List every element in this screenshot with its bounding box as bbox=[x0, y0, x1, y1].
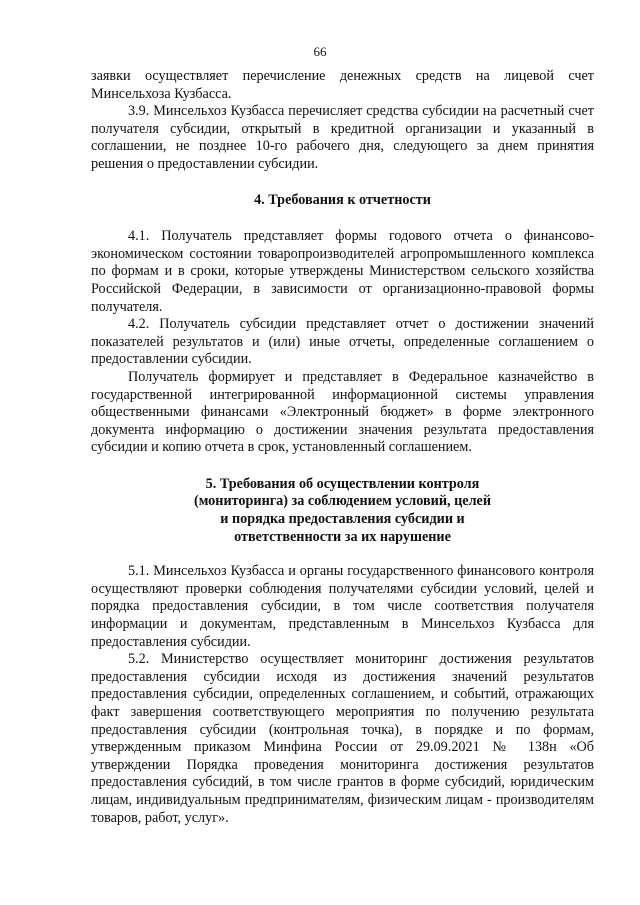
section-5-title-line: (мониторинга) за соблюдением условий, целей bbox=[193, 493, 492, 510]
page-number: 66 bbox=[313, 44, 327, 59]
section-5-title-line: ответственности за их нарушение bbox=[234, 528, 451, 545]
paragraph-3-9: 3.9. Минсельхоз Кузбасса перечисляет средства субсидии на расчетный счет получателя субсидии, открытый в кредитной организации и указанный в соглашении, не позднее 10-го рабочего дня, следующего за днем принятия решения о предоставлении субсидии. bbox=[91, 103, 594, 172]
paragraph-4-1: 4.1. Получатель представляет формы годового отчета о финансово-экономическом состоянии товаропроизводителей агропромышленного комплекса по формам и в сроки, которые утверждены Министерством сельского хозяйства Российской Федерации, в зависимости от организационно-правовой формы получателя. bbox=[91, 228, 594, 315]
paragraph-5-1: 5.1. Минсельхоз Кузбасса и органы государственного финансового контроля осуществляют проверки соблюдения получателями субсидии условий, целей и порядка предоставления субсидии, в том числе соответствия получателя информации и документам, представленным в Минсельхоз Кузбасса для предоставления субсидии. bbox=[91, 563, 594, 650]
paragraph-4-2: 4.2. Получатель субсидии представляет отчет о достижении значений показателей результатов и (или) иные отчеты, определенные соглашением о предоставлении субсидии. bbox=[91, 316, 594, 368]
section-5-title bbox=[91, 476, 594, 546]
section-5-title-line: 5. Требования об осуществлении контроля bbox=[205, 475, 480, 492]
paragraph-continuation: заявки осуществляет перечисление денежных средств на лицевой счет Минсельхоза Кузбасса. bbox=[91, 68, 594, 102]
section-4-title: 4. Требования к отчетности bbox=[254, 191, 431, 208]
paragraph-5-2: 5.2. Министерство осуществляет мониторинг достижения результатов предоставления субсидии исходя из достижения значений результатов предоставления субсидии, определенных соглашением, и событий, отражающих факт завершения соответствующего мероприятия по получению результата предоставления субсидии (контрольная точка), в порядке и по формам, утвержденным приказом Минфина России от 29.09.2021 № 138н «Об утверждении Порядка проведения мониторинга достижения результатов предоставления субсидий, в том числе грантов в форме субсидий, юридическим лицам, индивидуальным предпринимателям, физическим лицам - производителям товаров, работ, услуг». bbox=[91, 651, 594, 826]
section-5-title-line: и порядка предоставления субсидии и bbox=[220, 511, 465, 528]
document-body bbox=[91, 68, 594, 827]
paragraph-4-2-reporting: Получатель формирует и представляет в Федеральное казначейство в государственной интегрированной информационной системы управления общественными финансами «Электронный бюджет» в форме электронного документа информацию о достижении значения результата предоставления субсидии и копию отчета в срок, установленный соглашением. bbox=[91, 368, 594, 456]
